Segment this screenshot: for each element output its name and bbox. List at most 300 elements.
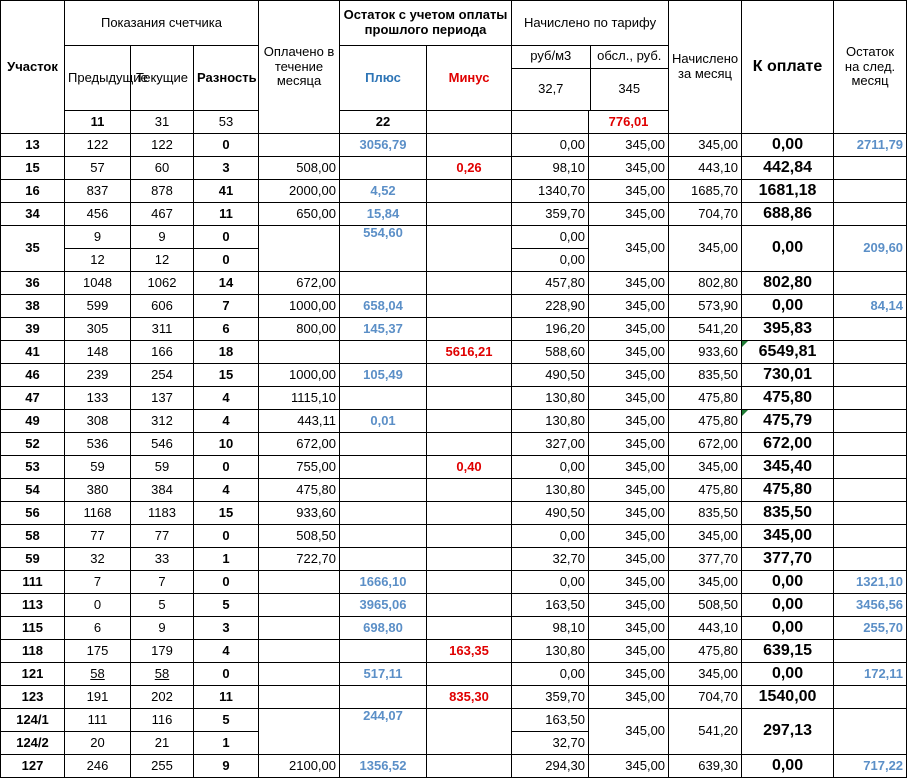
diff-cell: 15: [194, 364, 259, 387]
minus-cell: [427, 226, 512, 272]
paid-cell: 508,50: [259, 525, 340, 548]
diff-cell: 4: [194, 479, 259, 502]
prev-cell: 175: [65, 640, 131, 663]
table-row: [1, 571, 907, 594]
minus-cell: [427, 479, 512, 502]
curr-cell: [131, 663, 194, 686]
curr-cell: 137: [131, 387, 194, 410]
due-cell: 377,70: [742, 548, 834, 571]
diff-cell: 5: [194, 709, 259, 732]
plot-cell: 15: [1, 157, 65, 180]
diff-cell: 0: [194, 226, 259, 249]
minus-cell: 835,30: [427, 686, 512, 709]
header-next: Остаток на след. месяц: [834, 1, 907, 134]
prev-value: 58: [90, 665, 105, 681]
rub-cell: 1340,70: [512, 180, 589, 203]
due-cell: 688,86: [742, 203, 834, 226]
curr-cell: 12: [131, 249, 194, 272]
plus-cell: [340, 387, 427, 410]
rub-cell: 0,00: [512, 226, 589, 249]
rub-cell: 490,50: [512, 364, 589, 387]
plus-cell: [340, 686, 427, 709]
header-rate-m3: 32,7: [512, 68, 590, 110]
plus-cell: 554,60: [340, 226, 427, 272]
curr-cell: 311: [131, 318, 194, 341]
plus-cell: 1666,10: [340, 571, 427, 594]
paid-cell: 475,80: [259, 479, 340, 502]
table-row: [1, 272, 907, 295]
plot-cell: 118: [1, 640, 65, 663]
paid-cell: [259, 594, 340, 617]
next-cell: [834, 548, 907, 571]
plus-cell: [340, 479, 427, 502]
prev-cell: 1048: [65, 272, 131, 295]
curr-cell: 59: [131, 456, 194, 479]
curr-cell: 202: [131, 686, 194, 709]
header-accrued: Начислено за месяц: [669, 1, 742, 134]
rub-cell: 130,80: [512, 387, 589, 410]
minus-cell: 776,01: [589, 111, 669, 134]
header-due: К оплате: [742, 1, 834, 134]
curr-cell: 60: [131, 157, 194, 180]
curr-cell: 546: [131, 433, 194, 456]
diff-cell: 18: [194, 341, 259, 364]
plot-cell: 41: [1, 341, 65, 364]
paid-cell: 1115,10: [259, 387, 340, 410]
plot-cell: 121: [1, 663, 65, 686]
service-cell: 345,00: [589, 502, 669, 525]
table-row: [1, 364, 907, 387]
rub-cell: 294,30: [512, 755, 589, 778]
minus-cell: [427, 571, 512, 594]
next-cell: [834, 410, 907, 433]
diff-cell: 0: [194, 663, 259, 686]
rub-cell: 359,70: [512, 686, 589, 709]
minus-cell: [427, 318, 512, 341]
diff-cell: 0: [194, 249, 259, 272]
next-cell: [834, 686, 907, 709]
minus-cell: [427, 663, 512, 686]
service-cell: 345,00: [589, 755, 669, 778]
accrued-cell: 704,70: [669, 686, 742, 709]
prev-cell: 599: [65, 295, 131, 318]
plot-cell: 52: [1, 433, 65, 456]
next-cell: [834, 479, 907, 502]
minus-cell: [427, 203, 512, 226]
accrued-cell: 835,50: [669, 502, 742, 525]
plot-cell: 115: [1, 617, 65, 640]
prev-cell: 6: [65, 617, 131, 640]
rub-cell: 130,80: [512, 410, 589, 433]
prev-cell: 0: [65, 594, 131, 617]
header-curr: Текущие: [131, 46, 194, 111]
table-row: [1, 663, 907, 686]
due-cell: 1681,18: [742, 180, 834, 203]
next-cell: [834, 341, 907, 364]
prev-cell: 305: [65, 318, 131, 341]
plus-cell: 658,04: [340, 295, 427, 318]
table-row: [1, 456, 907, 479]
table-row: [1, 387, 907, 410]
paid-cell: 443,11: [259, 410, 340, 433]
service-cell: 345,00: [589, 617, 669, 640]
curr-value: 58: [154, 665, 170, 681]
prev-cell: 122: [65, 134, 131, 157]
paid-cell: 1000,00: [259, 364, 340, 387]
service-cell: 345,00: [589, 433, 669, 456]
paid-cell: [259, 226, 340, 272]
minus-cell: 0,40: [427, 456, 512, 479]
accrued-cell: 345,00: [669, 226, 742, 272]
diff-cell: 1: [194, 548, 259, 571]
service-cell: 345,00: [589, 571, 669, 594]
service-cell: 345,00: [589, 295, 669, 318]
paid-cell: 933,60: [259, 502, 340, 525]
prev-cell: 308: [65, 410, 131, 433]
paid-cell: 1000,00: [259, 295, 340, 318]
plot-cell: 36: [1, 272, 65, 295]
paid-cell: 508,00: [259, 157, 340, 180]
next-cell: 2711,79: [834, 134, 907, 157]
header-balance: Остаток с учетом оплаты прошлого периода: [340, 1, 512, 46]
paid-cell: [427, 111, 512, 134]
table-row: [1, 226, 907, 249]
next-cell: 84,14: [834, 295, 907, 318]
paid-cell: 650,00: [259, 203, 340, 226]
plus-cell: 4,52: [340, 180, 427, 203]
curr-cell: 21: [131, 732, 194, 755]
due-cell: 345,40: [742, 456, 834, 479]
curr-cell: 255: [131, 755, 194, 778]
plus-cell: [340, 272, 427, 295]
next-cell: 3456,56: [834, 594, 907, 617]
plus-cell: 145,37: [340, 318, 427, 341]
service-cell: 345,00: [589, 525, 669, 548]
paid-cell: [259, 341, 340, 364]
prev-cell: 148: [65, 341, 131, 364]
accrued-cell: 933,60: [669, 341, 742, 364]
curr-cell: 312: [131, 410, 194, 433]
table-row: [1, 433, 907, 456]
next-cell: [834, 709, 907, 755]
curr-cell: 254: [131, 364, 194, 387]
accrued-cell: 475,80: [669, 640, 742, 663]
plus-cell: 244,07: [340, 709, 427, 755]
plot-cell: 127: [1, 755, 65, 778]
plot-cell: 46: [1, 364, 65, 387]
rub-cell: 457,80: [512, 272, 589, 295]
diff-cell: 4: [194, 387, 259, 410]
next-cell: [834, 180, 907, 203]
rub-cell: 196,20: [512, 318, 589, 341]
paid-cell: [259, 686, 340, 709]
diff-cell: 11: [194, 686, 259, 709]
curr-cell: 116: [131, 709, 194, 732]
service-cell: 345,00: [589, 364, 669, 387]
rub-cell: 327,00: [512, 433, 589, 456]
service-cell: 345,00: [589, 318, 669, 341]
next-cell: [834, 387, 907, 410]
plus-cell: 3056,79: [340, 134, 427, 157]
rub-cell: 163,50: [512, 709, 589, 732]
minus-cell: [427, 525, 512, 548]
minus-cell: [427, 364, 512, 387]
next-cell: [834, 525, 907, 548]
plot-cell: 54: [1, 479, 65, 502]
minus-cell: [427, 295, 512, 318]
diff-cell: 14: [194, 272, 259, 295]
due-cell: 475,80: [742, 387, 834, 410]
paid-cell: 672,00: [259, 272, 340, 295]
plus-cell: [512, 111, 589, 134]
plus-cell: 3965,06: [340, 594, 427, 617]
table-row: [1, 410, 907, 433]
paid-cell: [259, 663, 340, 686]
plot-cell: 34: [1, 203, 65, 226]
prev-cell: 9: [65, 226, 131, 249]
prev-cell: 837: [65, 180, 131, 203]
prev-cell: 191: [65, 686, 131, 709]
plus-cell: 1356,52: [340, 755, 427, 778]
due-cell: 835,50: [742, 502, 834, 525]
accrued-cell: 704,70: [669, 203, 742, 226]
accrued-cell: 377,70: [669, 548, 742, 571]
paid-cell: 2100,00: [259, 755, 340, 778]
plus-cell: [340, 433, 427, 456]
service-cell: 345,00: [589, 640, 669, 663]
service-cell: 345,00: [589, 479, 669, 502]
service-cell: 345,00: [589, 341, 669, 364]
plot-cell: 35: [1, 226, 65, 272]
accrued-cell: 475,80: [669, 387, 742, 410]
curr-cell: 53: [194, 111, 259, 134]
header-rub-m3: руб/м3: [512, 46, 590, 68]
service-cell: 345,00: [589, 157, 669, 180]
header-service: обсл., руб.: [590, 46, 668, 68]
accrued-cell: 475,80: [669, 479, 742, 502]
plus-cell: 0,01: [340, 410, 427, 433]
rub-cell: 163,50: [512, 594, 589, 617]
paid-cell: [259, 709, 340, 755]
accrued-cell: 541,20: [669, 318, 742, 341]
curr-cell: 7: [131, 571, 194, 594]
diff-cell: 4: [194, 410, 259, 433]
rub-cell: 130,80: [512, 640, 589, 663]
table-row: [1, 617, 907, 640]
plot-cell: 53: [1, 456, 65, 479]
paid-cell: [259, 617, 340, 640]
table-row: [1, 594, 907, 617]
rub-cell: 490,50: [512, 502, 589, 525]
paid-cell: [259, 571, 340, 594]
prev-cell: 133: [65, 387, 131, 410]
table-row: [1, 318, 907, 341]
next-cell: [834, 203, 907, 226]
rub-cell: 588,60: [512, 341, 589, 364]
minus-cell: [427, 755, 512, 778]
next-cell: 209,60: [834, 226, 907, 272]
header-tariff: Начислено по тарифу: [512, 1, 669, 46]
next-cell: [834, 157, 907, 180]
due-cell: 802,80: [742, 272, 834, 295]
diff-cell: 0: [194, 456, 259, 479]
plus-cell: [340, 502, 427, 525]
paid-cell: 800,00: [259, 318, 340, 341]
table-row: [1, 640, 907, 663]
due-cell: 6549,81: [742, 341, 834, 364]
next-cell: [834, 433, 907, 456]
due-cell: 0,00: [742, 571, 834, 594]
prev-cell: 246: [65, 755, 131, 778]
service-cell: 345,00: [589, 709, 669, 755]
next-cell: 172,11: [834, 663, 907, 686]
next-cell: [834, 272, 907, 295]
table-row: [1, 295, 907, 318]
accrued-cell: 345,00: [669, 525, 742, 548]
prev-cell: 380: [65, 479, 131, 502]
plus-cell: 698,80: [340, 617, 427, 640]
rub-cell: 32,70: [512, 732, 589, 755]
curr-cell: 9: [131, 617, 194, 640]
prev-cell: 32: [65, 548, 131, 571]
due-cell: 475,79: [742, 410, 834, 433]
table-row: [1, 180, 907, 203]
next-cell: [834, 364, 907, 387]
plus-cell: 517,11: [340, 663, 427, 686]
diff-cell: 4: [194, 640, 259, 663]
accrued-cell: 345,00: [669, 456, 742, 479]
rub-cell: 359,70: [512, 203, 589, 226]
due-cell: 475,80: [742, 479, 834, 502]
next-cell: [834, 502, 907, 525]
rub-cell: 32,70: [512, 548, 589, 571]
prev-cell: 59: [65, 456, 131, 479]
diff-cell: 41: [194, 180, 259, 203]
prev-cell: 20: [65, 732, 131, 755]
table-row: [1, 755, 907, 778]
curr-cell: 122: [131, 134, 194, 157]
paid-cell: [259, 640, 340, 663]
service-cell: 345,00: [589, 594, 669, 617]
plot-cell: 11: [65, 111, 131, 134]
service-cell: 345,00: [589, 663, 669, 686]
due-cell: 0,00: [742, 134, 834, 157]
accrued-cell: 345,00: [669, 134, 742, 157]
next-cell: [834, 640, 907, 663]
header-rate-service: 345: [618, 80, 641, 96]
curr-cell: 467: [131, 203, 194, 226]
minus-cell: [427, 617, 512, 640]
plus-cell: [340, 640, 427, 663]
minus-cell: [427, 180, 512, 203]
service-cell: 345,00: [589, 180, 669, 203]
header-plot: Участок: [1, 1, 65, 134]
diff-cell: 0: [194, 525, 259, 548]
table-row: [1, 341, 907, 364]
rub-cell: 130,80: [512, 479, 589, 502]
accrued-cell: 345,00: [669, 663, 742, 686]
diff-cell: 22: [340, 111, 427, 134]
next-cell: [834, 318, 907, 341]
next-cell: 1321,10: [834, 571, 907, 594]
minus-cell: [427, 272, 512, 295]
service-cell: 345,00: [589, 387, 669, 410]
minus-cell: [427, 548, 512, 571]
due-cell: 345,00: [742, 525, 834, 548]
table-row: [1, 548, 907, 571]
due-cell: 0,00: [742, 617, 834, 640]
curr-cell: 1062: [131, 272, 194, 295]
service-cell: 345,00: [589, 203, 669, 226]
rub-cell: 0,00: [512, 525, 589, 548]
minus-cell: [427, 594, 512, 617]
diff-cell: 0: [194, 134, 259, 157]
plot-cell: 123: [1, 686, 65, 709]
table-row: [1, 686, 907, 709]
minus-cell: [427, 387, 512, 410]
plot-cell: 124/2: [1, 732, 65, 755]
accrued-cell: 508,50: [669, 594, 742, 617]
paid-cell: [259, 134, 340, 157]
curr-cell: 9: [131, 226, 194, 249]
table-row: [1, 203, 907, 226]
prev-cell: 111: [65, 709, 131, 732]
prev-cell: 239: [65, 364, 131, 387]
prev-cell: [65, 663, 131, 686]
minus-cell: [427, 502, 512, 525]
diff-cell: 10: [194, 433, 259, 456]
service-cell: 345,00: [589, 686, 669, 709]
plot-cell: 16: [1, 180, 65, 203]
prev-cell: 77: [65, 525, 131, 548]
due-cell: 442,84: [742, 157, 834, 180]
due-cell: 0,00: [742, 226, 834, 272]
prev-cell: 456: [65, 203, 131, 226]
minus-cell: [427, 709, 512, 755]
curr-cell: 606: [131, 295, 194, 318]
prev-cell: 1168: [65, 502, 131, 525]
prev-cell: 31: [131, 111, 194, 134]
header-readings: Показания счетчика: [65, 1, 259, 46]
accrued-cell: 345,00: [669, 571, 742, 594]
due-cell: 730,01: [742, 364, 834, 387]
table-row: [1, 502, 907, 525]
header-tariff-units: [512, 46, 669, 111]
minus-cell: [427, 410, 512, 433]
accrued-cell: 443,10: [669, 157, 742, 180]
service-cell: 345,00: [589, 134, 669, 157]
curr-cell: 1183: [131, 502, 194, 525]
minus-cell: 163,35: [427, 640, 512, 663]
plot-cell: 124/1: [1, 709, 65, 732]
accrued-cell: 541,20: [669, 709, 742, 755]
rub-cell: 0,00: [512, 249, 589, 272]
plot-cell: 39: [1, 318, 65, 341]
plot-cell: 113: [1, 594, 65, 617]
accrued-cell: 672,00: [669, 433, 742, 456]
diff-cell: 11: [194, 203, 259, 226]
plot-cell: 111: [1, 571, 65, 594]
curr-cell: 384: [131, 479, 194, 502]
rub-cell: 0,00: [512, 456, 589, 479]
plot-cell: 59: [1, 548, 65, 571]
plus-cell: [340, 157, 427, 180]
table-row: [1, 525, 907, 548]
diff-cell: 3: [194, 157, 259, 180]
table-row: [1, 157, 907, 180]
paid-cell: 722,70: [259, 548, 340, 571]
diff-cell: 3: [194, 617, 259, 640]
